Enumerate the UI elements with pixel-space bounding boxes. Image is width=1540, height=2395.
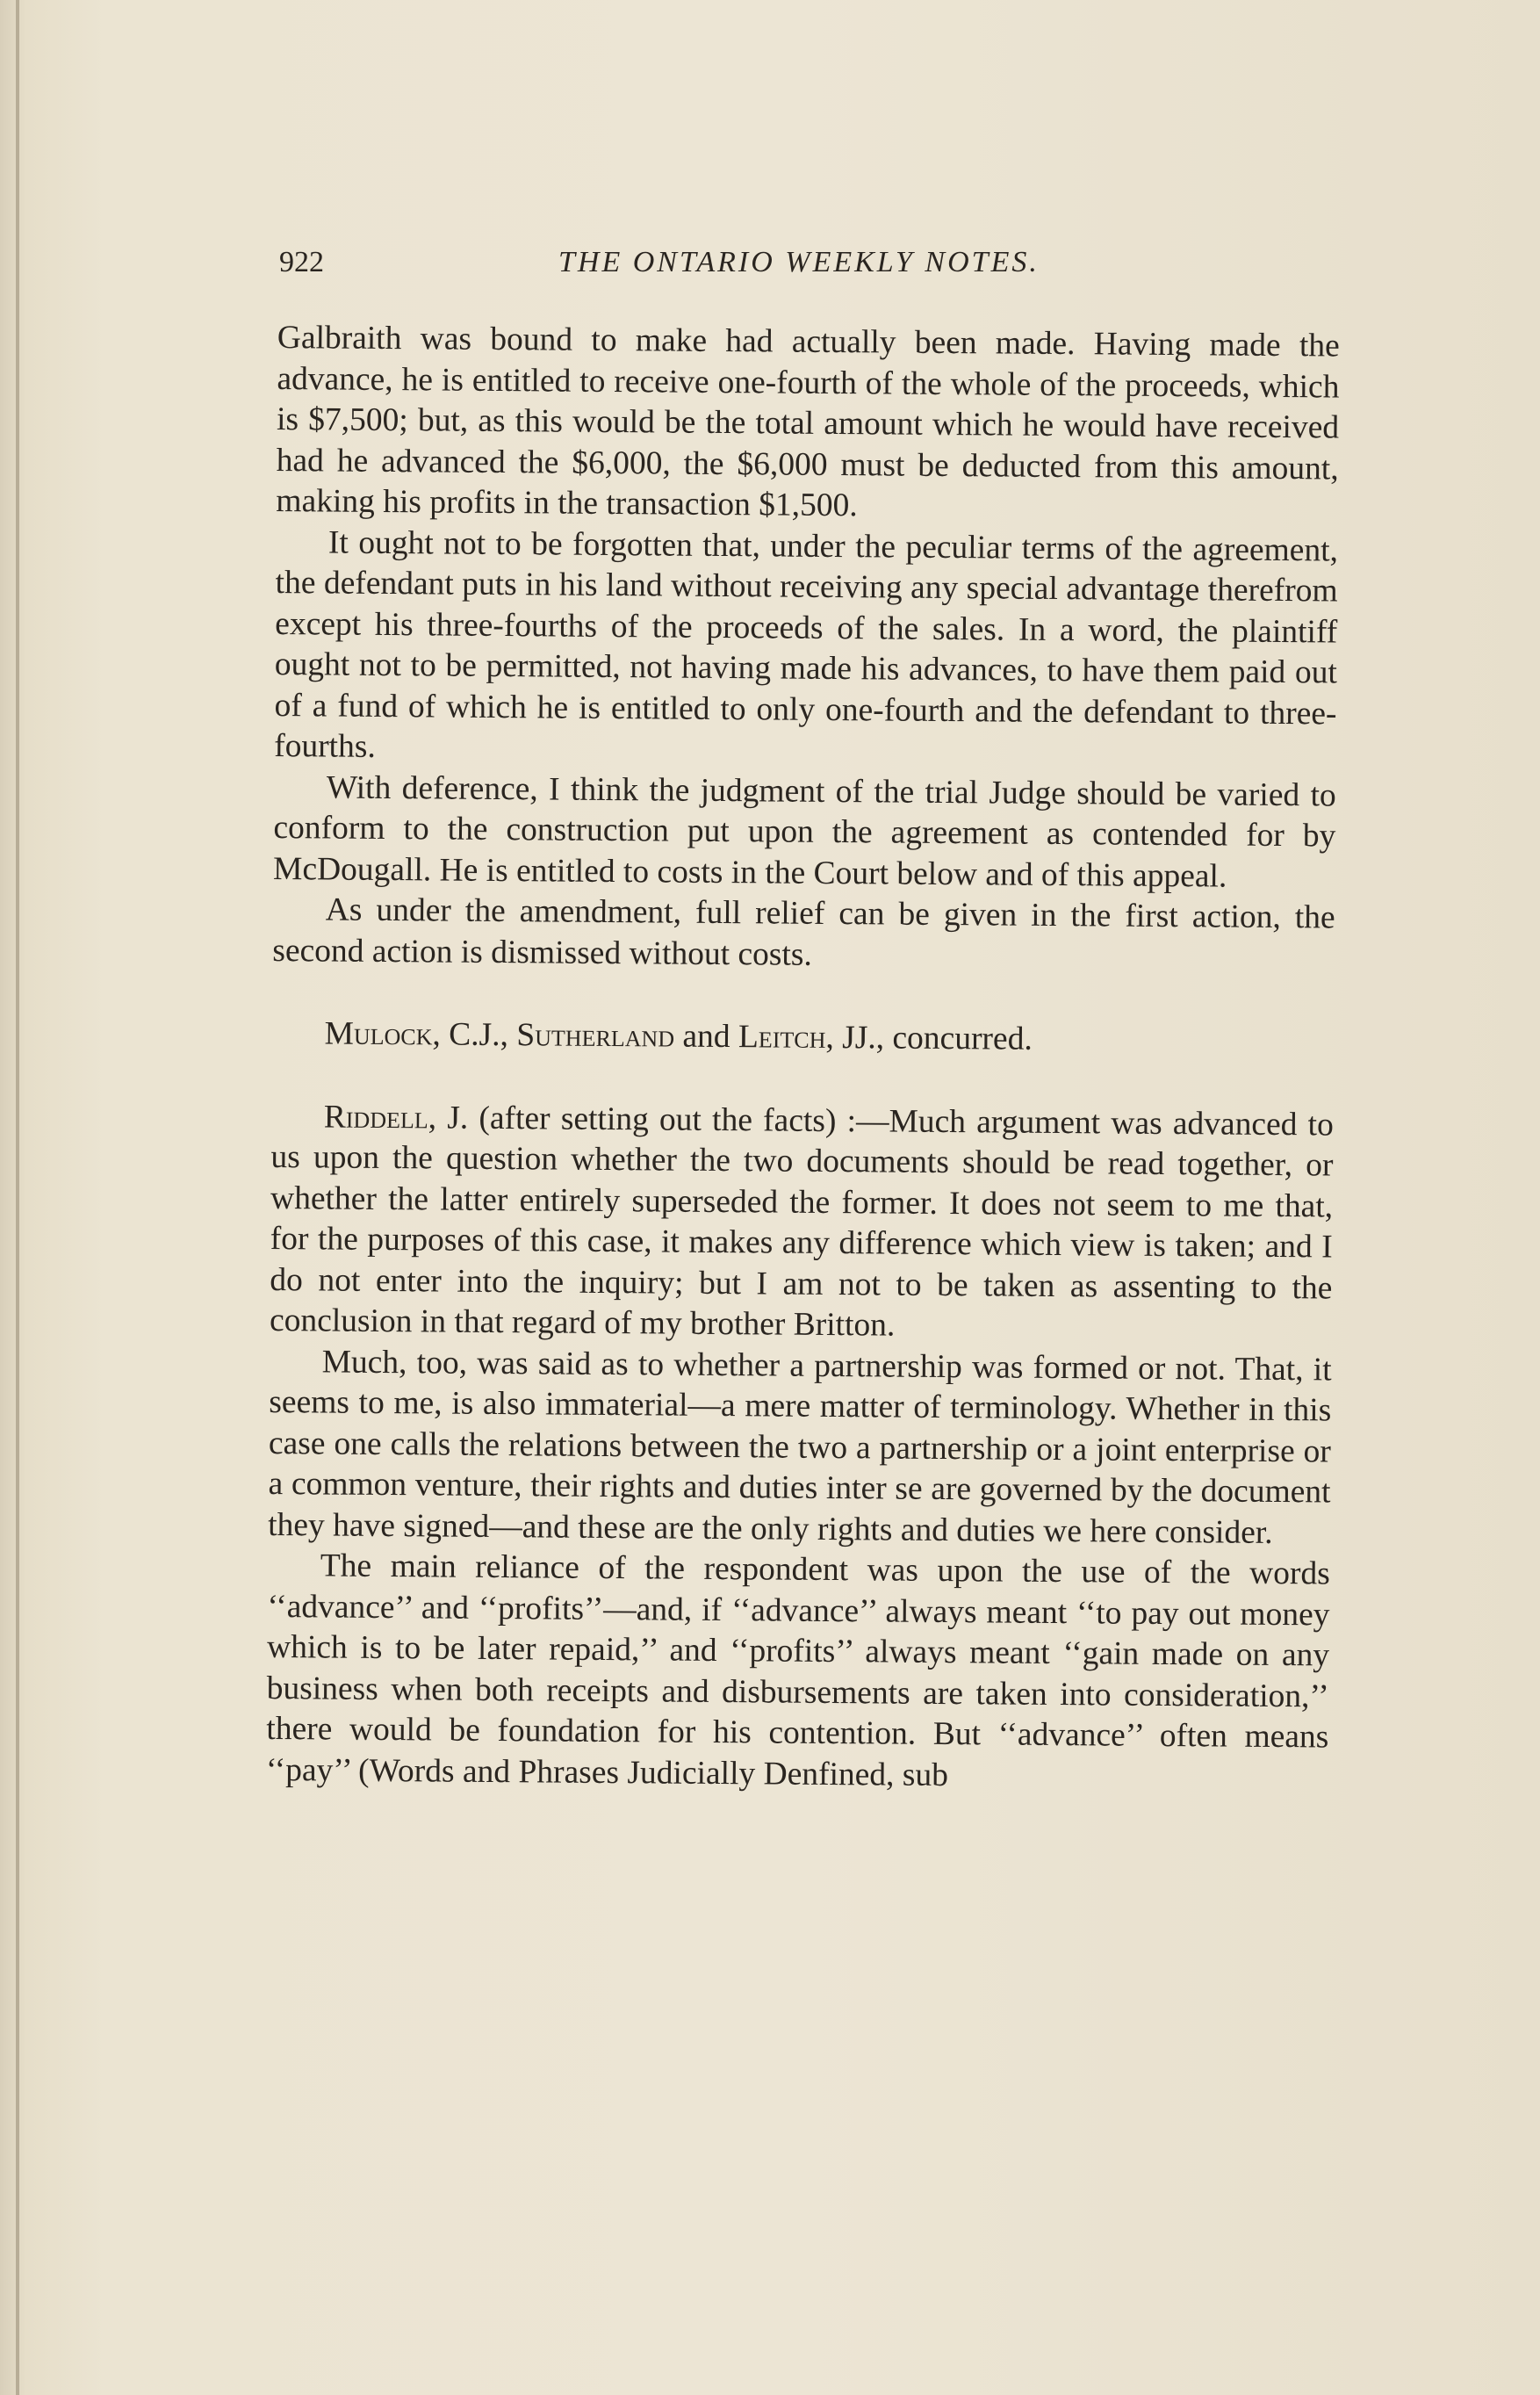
paragraph-advance-profits: The main reliance of the respondent was upon the use of the words ‘‘advance’’ and ‘‘profits’’—and, if ‘‘advance’’ always meant ‘‘to pay out money which is to be later repaid,’’ and ‘‘profits’’ always meant ‘‘gain made on any business when both receipts and disbursements are taken into consideration,’’ there would be foundation for his contention. But ‘‘advance’’ often means ‘‘pay’’ (Words and Phrases Judicially Denfined, sub <box>265 1547 1330 1793</box>
running-head <box>279 237 1350 290</box>
judge-name-mulock: Mulock <box>324 1015 433 1053</box>
paragraph-second-action: As under the amendment, full relief can be given in the first action, the second action is dismissed without costs. <box>272 891 1335 973</box>
paragraph-riddell-opinion: Riddell, J. (after setting out the facts) :—Much argument was advanced to us upon the question whether the two documents should be read together, or whether the latter entirely superseded the former. It does not seem to me that, for the purposes of this case, it makes any difference which view is taken; and I do not enter into the inquiry; but I am not to be taken as assenting to the conclusion in that regard of my brother Britton. <box>269 1098 1334 1344</box>
binding-edge <box>16 0 19 2395</box>
judge-name-sutherland: Sutherland <box>516 1017 675 1055</box>
paragraph-continuation: Galbraith was bound to make had actually been made. Having made the advance, he is entitled to receive one-fourth of the whole of the proceeds, which is $7,500; but, as this would be the total amount which he would have received had he advanced the $6,000, the $6,000 must be deducted from this amount, making his profits in the transaction $1,500. <box>276 319 1340 524</box>
paragraph-peculiar-terms: It ought not to be forgotten that, under the peculiar terms of the agreement, the defendant puts in his land without receiving any special advantage therefrom except his three-fourths of the proceeds of the sales. In a word, the plaintiff ought not to be permitted, not having made his advances, to have them paid out of a fund of which he is entitled to only one-fourth and the defendant to three-fourths. <box>274 523 1339 765</box>
concurrence-line: Mulock, C.J., Sutherland and Leitch, JJ., concurred. <box>324 1015 1033 1057</box>
judge-name-riddell: Riddell <box>323 1098 428 1136</box>
paragraph-partnership: Much, too, was said as to whether a partnership was formed or not. That, it seems to me, is also immaterial—a mere matter of terminology. Whether in this case one calls the relations between the two a partnership or a joint enterprise or a common venture, their rights and duties inter se are governed by the document they have signed—and these are the only rights and duties we here consider. <box>268 1343 1332 1551</box>
body-text <box>266 318 1340 1799</box>
journal-title: THE ONTARIO WEEKLY NOTES. <box>558 246 1040 278</box>
paragraph-judgment-varied: With deference, I think the judgment of the trial Judge should be varied to conform to the construction put upon the agreement as contended for by McDougall. He is entitled to costs in the Court below and of this appeal. <box>272 768 1336 895</box>
page-number: 922 <box>279 246 324 278</box>
judge-name-leitch: Leitch <box>738 1019 826 1056</box>
